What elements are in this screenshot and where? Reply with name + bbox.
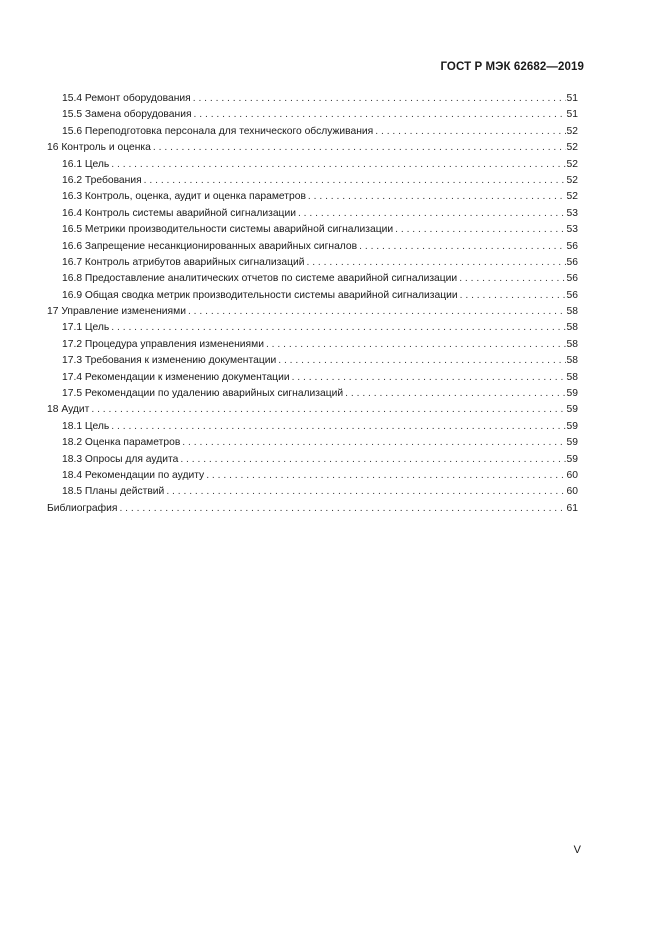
toc-entry — [47, 386, 578, 402]
toc-leader-dots — [345, 386, 565, 402]
toc-entry-title: 17.3 Требования к изменению документации — [62, 355, 277, 367]
toc-entry — [47, 484, 578, 500]
toc-entry-page: 56 — [566, 240, 578, 252]
toc-entry — [47, 468, 578, 484]
toc-entry-page: 56 — [566, 289, 578, 301]
toc-entry-title: 16.5 Метрики производительности системы аварийной сигнализации — [62, 224, 394, 236]
toc-entry-page: 60 — [566, 486, 578, 498]
toc-entry — [47, 435, 578, 451]
toc-entry-title: 15.6 Переподготовка персонала для технического обслуживания — [62, 125, 374, 137]
toc-entry-title: 18.1 Цель — [62, 420, 110, 432]
toc-entry — [47, 353, 578, 369]
toc-entry-title: 18 Аудит — [47, 404, 90, 416]
toc-entry-title: 16 Контроль и оценка — [47, 142, 151, 154]
toc-entry — [47, 140, 578, 156]
toc-entry-title: 15.5 Замена оборудования — [62, 109, 192, 121]
toc-leader-dots — [460, 288, 566, 304]
toc-entry-title: 18.2 Оценка параметров — [62, 437, 181, 449]
toc-entry-title: 17.5 Рекомендации по удалению аварийных сигнализаций — [62, 388, 344, 400]
toc-entry — [47, 501, 578, 517]
toc-leader-dots — [359, 239, 565, 255]
toc-leader-dots — [111, 157, 565, 173]
toc-entry — [47, 288, 578, 304]
toc-entry-page: 58 — [566, 322, 578, 334]
toc-entry — [47, 206, 578, 222]
toc-leader-dots — [292, 370, 566, 386]
toc-leader-dots — [91, 402, 565, 418]
toc-entry-page: 60 — [566, 469, 578, 481]
toc-leader-dots — [459, 271, 565, 287]
toc-entry-page: 59 — [566, 453, 578, 465]
toc-leader-dots — [266, 337, 566, 353]
toc-leader-dots — [166, 484, 565, 500]
toc-leader-dots — [375, 124, 565, 140]
toc-entry-page: 52 — [566, 174, 578, 186]
toc-entry-title: 16.9 Общая сводка метрик производительности системы аварийной сигнализации — [62, 289, 458, 301]
toc-entry-page: 59 — [566, 437, 578, 449]
toc-entry-page: 56 — [566, 256, 578, 268]
toc-entry-title: 15.4 Ремонт оборудования — [62, 93, 191, 104]
toc-entry — [47, 239, 578, 255]
toc-leader-dots — [278, 353, 565, 369]
toc-leader-dots — [193, 91, 566, 107]
document-header: ГОСТ Р МЭК 62682—2019 — [440, 61, 584, 73]
toc-entry — [47, 271, 578, 287]
toc-entry-title: 18.3 Опросы для аудита — [62, 453, 179, 465]
toc-entry-title: 18.4 Рекомендации по аудиту — [62, 469, 205, 481]
toc-entry-page: 59 — [566, 404, 578, 416]
toc-leader-dots — [180, 452, 565, 468]
toc-leader-dots — [298, 206, 566, 222]
toc-entry — [47, 124, 578, 140]
toc-entry-page: 58 — [566, 306, 578, 318]
toc-entry-title: 17.4 Рекомендации к изменению документации — [62, 371, 290, 383]
toc-entry-page: 58 — [566, 338, 578, 350]
toc-entry-title: 16.1 Цель — [62, 158, 110, 170]
toc-entry — [47, 304, 578, 320]
toc-entry-page: 52 — [566, 142, 578, 154]
toc-entry — [47, 222, 578, 238]
toc-entry-page: 52 — [566, 191, 578, 203]
toc-entry-page: 59 — [566, 388, 578, 400]
toc-entry — [47, 452, 578, 468]
toc-entry-title: 16.2 Требования — [62, 174, 142, 186]
toc-entry-page: 52 — [566, 158, 578, 170]
toc-entry-page: 53 — [566, 224, 578, 236]
toc-leader-dots — [182, 435, 565, 451]
table-of-contents — [47, 91, 578, 517]
toc-entry-page: 53 — [566, 207, 578, 219]
toc-leader-dots — [111, 419, 565, 435]
toc-entry-title: 17.2 Процедура управления изменениями — [62, 338, 264, 350]
toc-entry-page: 51 — [566, 109, 578, 121]
toc-entry-page: 52 — [566, 125, 578, 137]
toc-leader-dots — [306, 255, 565, 271]
toc-entry-page: 51 — [566, 93, 578, 104]
toc-entry-title: 16.4 Контроль системы аварийной сигнализации — [62, 207, 296, 219]
page-number: V — [573, 844, 581, 856]
toc-entry — [47, 402, 578, 418]
toc-entry — [47, 91, 578, 107]
toc-entry — [47, 189, 578, 205]
toc-leader-dots — [144, 173, 566, 189]
toc-leader-dots — [119, 501, 565, 517]
toc-entry — [47, 107, 578, 123]
toc-leader-dots — [308, 189, 566, 205]
toc-entry-title: 16.8 Предоставление аналитических отчетов по системе аварийной сигнализации — [62, 273, 458, 285]
toc-entry-title: 17 Управление изменениями — [47, 306, 186, 318]
toc-entry — [47, 173, 578, 189]
toc-entry-title: 18.5 Планы действий — [62, 486, 165, 498]
toc-entry-title: Библиография — [47, 502, 118, 514]
toc-entry-page: 56 — [566, 273, 578, 285]
toc-entry-page: 59 — [566, 420, 578, 432]
toc-entry-page: 58 — [566, 355, 578, 367]
toc-leader-dots — [395, 222, 565, 238]
toc-entry-title: 16.3 Контроль, оценка, аудит и оценка параметров — [62, 191, 306, 203]
toc-leader-dots — [188, 304, 566, 320]
toc-entry — [47, 370, 578, 386]
toc-entry-page: 61 — [566, 502, 578, 514]
toc-entry — [47, 320, 578, 336]
toc-leader-dots — [153, 140, 566, 156]
toc-entry-title: 16.6 Запрещение несанкционированных аварийных сигналов — [62, 240, 358, 252]
toc-leader-dots — [206, 468, 565, 484]
toc-entry-title: 17.1 Цель — [62, 322, 110, 334]
toc-entry — [47, 337, 578, 353]
toc-entry-title: 16.7 Контроль атрибутов аварийных сигнализаций — [62, 256, 305, 268]
toc-leader-dots — [111, 320, 565, 336]
toc-entry — [47, 157, 578, 173]
toc-entry — [47, 255, 578, 271]
toc-entry-page: 58 — [566, 371, 578, 383]
toc-leader-dots — [194, 107, 566, 123]
toc-entry — [47, 419, 578, 435]
